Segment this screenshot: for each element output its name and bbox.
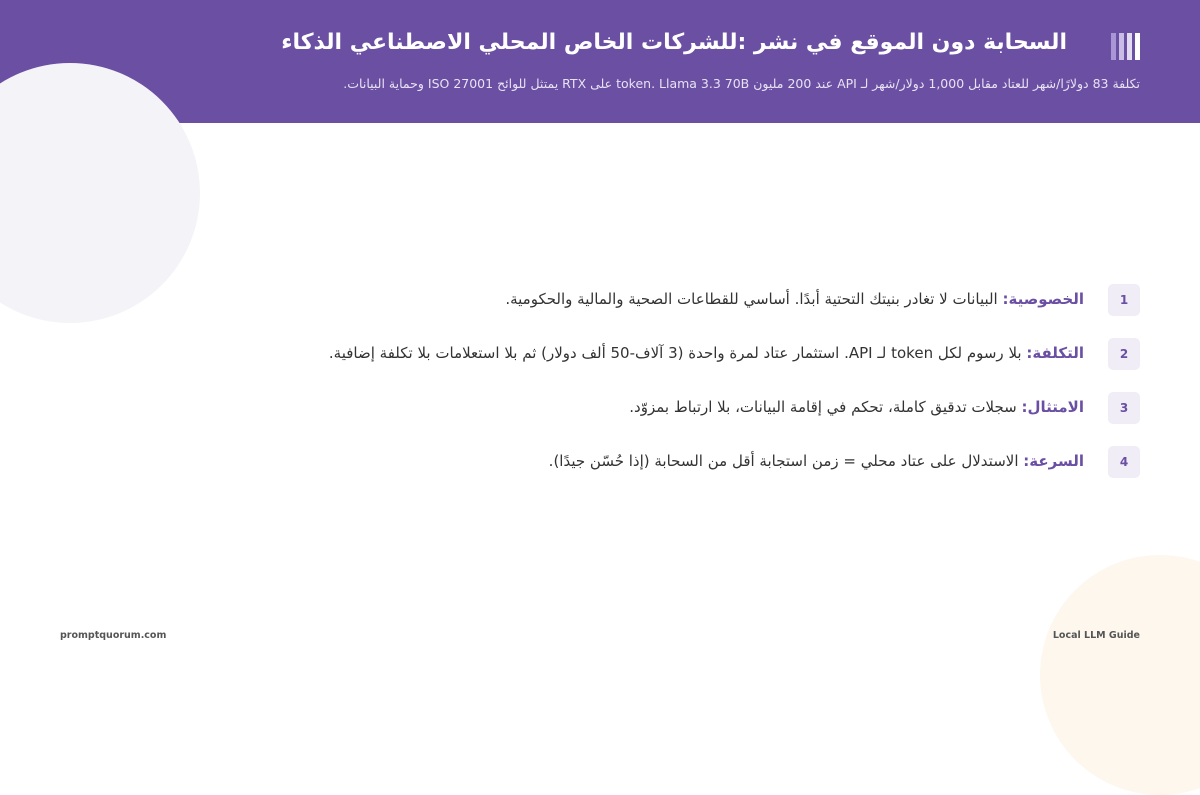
list-item	[60, 338, 1140, 370]
item-description: البيانات لا تغادر بنيتك التحتية أبدًا. أساسي للقطاعات الصحية والمالية والحكومية.	[505, 290, 998, 308]
item-description: بلا رسوم لكل token لـ API. استثمار عتاد لمرة واحدة (3 آلاف-50 ألف دولار) ثم بلا استعلامات بلا تكلفة إضافية.	[328, 344, 1022, 362]
item-description: سجلات تدقيق كاملة، تحكم في إقامة البيانات، بلا ارتباط بمزوّد.	[629, 398, 1017, 416]
item-text	[64, 452, 1084, 470]
logo-icon	[1111, 33, 1140, 60]
logo-bar-2	[1127, 33, 1132, 60]
list-item	[60, 446, 1140, 478]
item-number-badge: 2	[1108, 338, 1140, 370]
item-number-badge: 4	[1108, 446, 1140, 478]
page-subtitle: تكلفة 83 دولارًا/شهر للعتاد مقابل 1,000 دولار/شهر لـ API عند 200 مليون token. Llama 3.3 70B على RTX يمتثل للوائح ISO 27001 وحماية البيانات.	[343, 76, 1140, 91]
header-banner	[0, 0, 1200, 123]
page-title: السحابة دون الموقع في نشر :للشركات الخاص المحلي الاصطناعي الذكاء	[281, 30, 1067, 55]
item-label: السرعة:	[1023, 452, 1084, 470]
logo-bar-1	[1135, 33, 1140, 60]
item-label: الخصوصية:	[1002, 290, 1084, 308]
item-label: التكلفة:	[1026, 344, 1084, 362]
list-item	[60, 284, 1140, 316]
footer-guide-name: Local LLM Guide	[1052, 630, 1140, 641]
item-number-badge: 3	[1108, 392, 1140, 424]
item-number-badge: 1	[1108, 284, 1140, 316]
logo-bar-3	[1119, 33, 1124, 60]
item-text	[64, 290, 1084, 308]
decorative-circle-right	[1040, 555, 1200, 795]
list-item	[60, 392, 1140, 424]
item-text	[64, 398, 1084, 416]
item-label: الامتثال:	[1021, 398, 1084, 416]
benefits-list	[60, 284, 1140, 500]
item-description: الاستدلال على عتاد محلي = زمن استجابة أقل من السحابة (إذا حُسّن جيدًا).	[548, 452, 1019, 470]
item-text	[64, 344, 1084, 362]
footer-site-url: promptquorum.com	[60, 630, 167, 641]
logo-bar-4	[1111, 33, 1116, 60]
